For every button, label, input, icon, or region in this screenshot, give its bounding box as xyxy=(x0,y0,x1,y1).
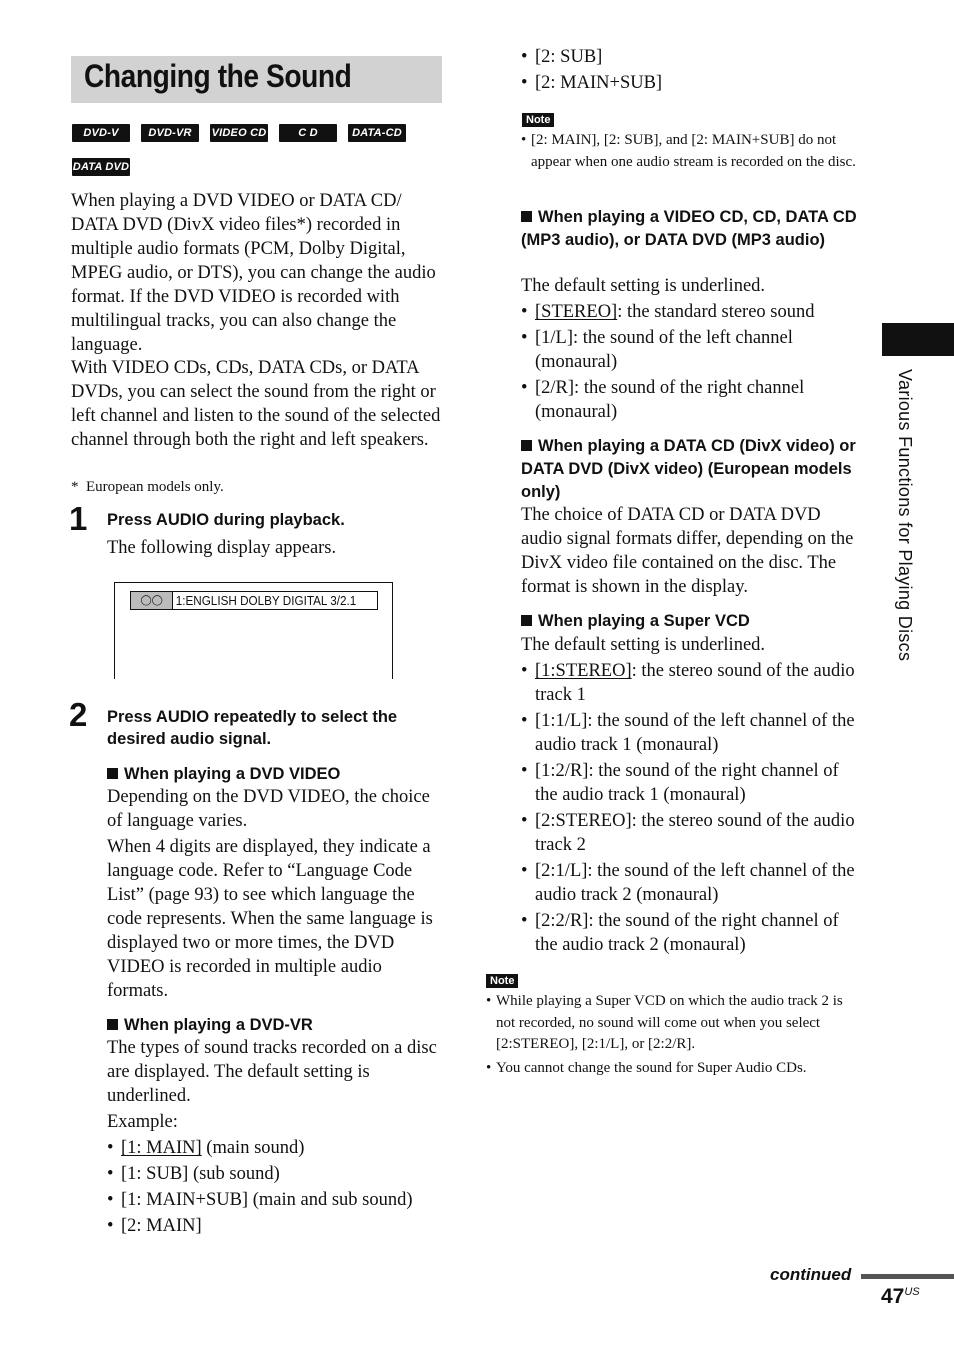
super-vcd-paragraph: The default setting is underlined. xyxy=(521,635,766,655)
audio-disc-icon: ◯◯ xyxy=(131,592,173,609)
dvd-video-paragraph-2: When 4 digits are displayed, they indicate a language code. Refer to “Language Code List” (page 93) to see which language the code represents. When the same language is displayed two or more times, the DVD VIDEO is recorded in multiple audio formats. xyxy=(107,837,433,1001)
section-label: Various Functions for Playing Discs xyxy=(895,369,915,662)
square-bullet-icon xyxy=(521,211,532,222)
step-1-text: The following display appears. xyxy=(107,538,337,558)
step-2-number: 2 xyxy=(69,696,88,733)
super-vcd-heading: When playing a Super VCD xyxy=(521,610,861,633)
list-item: • [2:STEREO]: the stereo sound of the audio track 2 xyxy=(521,809,857,857)
video-cd-heading: When playing a VIDEO CD, CD, DATA CD (MP3 audio), or DATA DVD (MP3 audio) xyxy=(521,208,857,249)
list-item: • [1: SUB] (sub sound) xyxy=(107,1162,447,1186)
intro-paragraph-1: When playing a DVD VIDEO or DATA CD/ DATA DVD (DivX video files*) recorded in multiple audio formats (PCM, Dolby Digital, MPEG audio, or DTS), you can change the audio format. If the DVD VIDEO is recorded with multilingual tracks, you can also change the language. xyxy=(71,191,436,355)
note-2 xyxy=(486,991,858,1079)
dvd-v-icon: DVD-V xyxy=(72,124,130,142)
page-suffix: US xyxy=(904,1286,920,1298)
list-item: • [1/L]: the sound of the left channel (monaural) xyxy=(521,326,857,374)
divx-paragraph: The choice of DATA CD or DATA DVD audio signal formats differ, depending on the DivX video file contained on the disc. The format is shown in the display. xyxy=(521,505,854,597)
step-1-number: 1 xyxy=(69,500,88,537)
list-item: • [1:2/R]: the sound of the right channel of the audio track 1 (monaural) xyxy=(521,759,857,807)
note-tag: Note xyxy=(486,974,518,988)
audio-display-row xyxy=(130,591,378,610)
step-1-title: Press AUDIO during playback. xyxy=(107,511,345,529)
note-1 xyxy=(521,130,857,173)
square-bullet-icon xyxy=(107,1019,118,1030)
divx-heading: When playing a DATA CD (DivX video) or DATA DVD (DivX video) (European models only) xyxy=(521,437,856,501)
dvd-vr-paragraph: The types of sound tracks recorded on a disc are displayed. The default setting is underlined. xyxy=(107,1038,437,1106)
dvd-vr-list-a xyxy=(107,1136,447,1238)
dvd-vr-heading: When playing a DVD-VR xyxy=(107,1014,443,1037)
list-item: • [2:2/R]: the sound of the right channel of the audio track 2 (monaural) xyxy=(521,909,857,957)
note-item: • While playing a Super VCD on which the audio track 2 is not recorded, no sound will come out when you select [2:STEREO], [2:1/L], or [2:2/R]. xyxy=(486,991,858,1056)
note-tag: Note xyxy=(522,113,554,127)
data-dvd-icon: DATA DVD xyxy=(72,158,130,176)
cd-icon: C D xyxy=(279,124,337,142)
page-number: $47^{US}$ xyxy=(881,1285,920,1308)
intro-paragraph-2: With VIDEO CDs, CDs, DATA CDs, or DATA DVDs, you can select the sound from the right or left channel and listen to the sound of the selected channel through both the right and left speakers. xyxy=(71,358,441,450)
list-item: • [2: MAIN] xyxy=(107,1214,447,1238)
list-item: • [2:1/L]: the sound of the left channel of the audio track 2 (monaural) xyxy=(521,859,857,907)
dvd-vr-icon: DVD-VR xyxy=(141,124,199,142)
list-item: • [1: MAIN+SUB] (main and sub sound) xyxy=(107,1188,447,1212)
list-item: • [2/R]: the sound of the right channel (monaural) xyxy=(521,376,857,424)
note-item: • [2: MAIN], [2: SUB], and [2: MAIN+SUB] do not appear when one audio stream is recorded on the disc. xyxy=(521,130,857,173)
video-cd-list xyxy=(521,300,857,424)
on-screen-display xyxy=(114,582,393,679)
step-2-title: Press AUDIO repeatedly to select the desired audio signal. xyxy=(107,708,398,748)
footnote: * European models only. xyxy=(71,479,224,495)
data-cd-icon: DATA-CD xyxy=(348,124,406,142)
section-tab xyxy=(882,323,954,356)
continued-label: continued xyxy=(770,1265,852,1284)
audio-display-text: 1:ENGLISH DOLBY DIGITAL 3/2.1 xyxy=(176,593,357,608)
list-item: • [2: MAIN+SUB] xyxy=(521,71,861,95)
list-item: • [2: SUB] xyxy=(521,45,861,69)
dvd-vr-list-b xyxy=(521,45,861,95)
square-bullet-icon xyxy=(521,615,532,626)
list-item: • [1:STEREO]: the stereo sound of the audio track 1 xyxy=(521,659,857,707)
dvd-video-heading: When playing a DVD VIDEO xyxy=(107,763,443,786)
list-item: • [STEREO]: the standard stereo sound xyxy=(521,300,857,324)
video-cd-paragraph: The default setting is underlined. xyxy=(521,276,766,296)
page-title: Changing the Sound xyxy=(84,58,352,94)
super-vcd-list xyxy=(521,659,857,957)
dvd-video-paragraph-1: Depending on the DVD VIDEO, the choice of language varies. xyxy=(107,787,430,831)
list-item: • [1:1/L]: the sound of the left channel of the audio track 1 (monaural) xyxy=(521,709,857,757)
video-cd-icon: VIDEO CD xyxy=(210,124,268,142)
square-bullet-icon xyxy=(521,440,532,451)
square-bullet-icon xyxy=(107,768,118,779)
note-item: • You cannot change the sound for Super Audio CDs. xyxy=(486,1058,858,1080)
dvd-vr-example-label: Example: xyxy=(107,1112,178,1132)
continued-rule xyxy=(861,1274,954,1279)
list-item: • [1: MAIN] (main sound) xyxy=(107,1136,447,1160)
